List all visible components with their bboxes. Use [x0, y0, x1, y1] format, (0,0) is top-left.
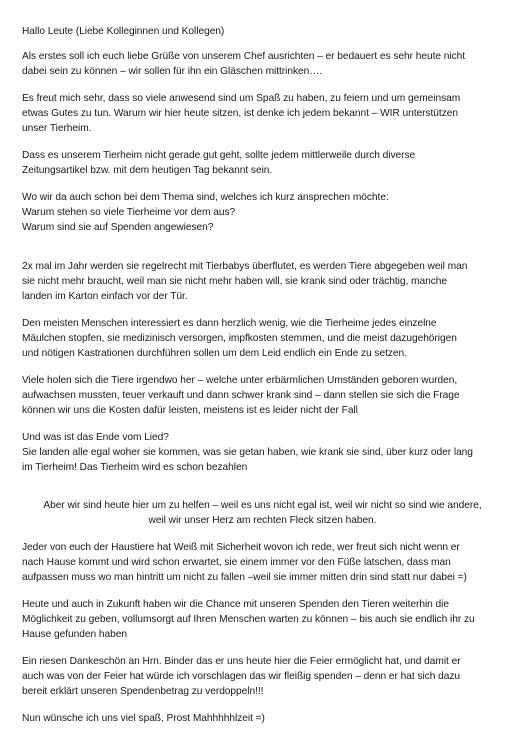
paragraph-care-costs — [22, 316, 503, 361]
paragraph-closing — [22, 711, 503, 726]
text-line: 2x mal im Jahr werden sie regelrecht mit Tierbabys überflutet, es werden Tiere abgegeben weil man — [22, 261, 468, 273]
text-line: Dass es unserem Tierheim nicht gerade gut geht, sollte jedem mittlerweile durch diverse — [22, 150, 416, 162]
text-line: im Tierheim! Das Tierheim wird es schon bezahlen — [22, 462, 248, 474]
text-line: Und was ist das Ende vom Lied? — [22, 432, 169, 444]
text-line: Es freut mich sehr, dass so viele anwesend sind um Spaß zu haben, zu feiern und um gemeinsam — [22, 93, 461, 105]
text-line: Sie landen alle egal woher sie kommen, was sie getan haben, wie krank sie sind, über kurz oder lang — [22, 447, 473, 459]
text-line: Nun wünsche ich uns viel spaß, Prost Mahhhhhlzeit =) — [22, 713, 265, 725]
paragraph-thanks-binder — [22, 654, 503, 699]
paragraph-pet-owners — [22, 540, 503, 585]
text-line: Als erstes soll ich euch liebe Grüße von unserem Chef ausrichten – er bedauert es sehr heute nicht — [22, 51, 466, 63]
text-line: aufwachsen mussten, teuer verkauft und dann schwer krank sind – dann stellen sie sich die Frage — [22, 390, 460, 402]
paragraph-bad-breeding — [22, 373, 503, 418]
text-line: Viele holen sich die Tiere irgendwo her – welche unter erbärmlichen Umständen geboren wurden, — [22, 375, 458, 387]
text-line: Mäulchen stopfen, sie medizinisch versorgen, impfkosten stemmen, und die meist dazugehörigen — [22, 333, 457, 345]
text-line: dabei sein zu können – wir sollen für ihn ein Gläschen mittrinken…. — [22, 66, 323, 78]
text-line: Warum stehen so viele Tierheime vor dem aus? — [22, 207, 236, 219]
text-line: unser Tierheim. — [22, 123, 92, 135]
text-line: landen im Karton einfach vor der Tür. — [22, 291, 188, 303]
text-line: Ein riesen Dankeschön an Hrn. Binder das er uns heute hier die Feier ermöglicht hat, und damit er — [22, 656, 461, 668]
text-line: Warum sind sie auf Spenden angewiesen? — [22, 222, 214, 234]
paragraph-welcome — [22, 91, 503, 136]
greeting: Hallo Leute (Liebe Kolleginnen und Kollegen) — [22, 26, 225, 38]
text-line: Hause gefunden haben — [22, 629, 127, 641]
text-line: Wo wir da auch schon bei dem Thema sind, welches ich kurz ansprechen möchte: — [22, 192, 389, 204]
text-line: aufpassen muss wo man hintritt um nicht zu fallen –weil sie immer mitten drin sind statt nur dabei =) — [22, 572, 467, 584]
paragraph-why-we-help — [22, 498, 503, 528]
text-line: nach Hause kommt und wird schon erwartet, sie einem immer vor den Füße latschen, dass man — [22, 557, 451, 569]
text-line: Heute und auch in Zukunft haben wir die Chance mit unseren Spenden den Tieren weiterhin die — [22, 599, 449, 611]
text-line: Möglichkeit zu geben, vollumsorgt auf Ihren Menschen warten zu können – bis auch sie endlich ihr zu — [22, 614, 475, 626]
text-line: sie nicht mehr braucht, weil man sie nicht mehr haben will, sie krank sind oder trächtig, manche — [22, 276, 447, 288]
paragraph-future-chance — [22, 597, 503, 642]
text-line: bereit erklärt unseren Spendenbetrag zu verdoppeln!!! — [22, 686, 264, 698]
text-line: können wir uns die Kosten dafür leisten, meistens ist es leider nicht der Fall — [22, 405, 358, 417]
paragraph-greetings-from-boss — [22, 49, 503, 79]
paragraph-shelter-situation — [22, 148, 503, 178]
paragraph-questions — [22, 190, 503, 235]
text-line: Jeder von euch der Haustiere hat Weiß mit Sicherheit wovon ich rede, wer freut sich nicht wenn er — [22, 542, 460, 554]
text-line: auch was von der Feier hat würde ich vorschlagen das wir fleißig spenden – denn er hat sich dazu — [22, 671, 461, 683]
paragraph-end-of-story — [22, 430, 503, 475]
text-line: und nötigen Kastrationen durchführen sollen um dem Leid endlich ein Ende zu setzen. — [22, 348, 407, 360]
text-line: Zeitungsartikel bzw. mit dem heutigen Tag bekannt sein. — [22, 165, 273, 177]
text-line: Den meisten Menschen interessiert es dann herzlich wenig, wie die Tierheime jedes einzelne — [22, 318, 437, 330]
text-line: etwas Gutes zu tun. Warum wir hier heute sitzen, ist denke ich jedem bekannt – WIR unterstützen — [22, 108, 458, 120]
text-line: Aber wir sind heute hier um zu helfen – weil es uns nicht egal ist, weil wir nicht so sind wie andere, — [43, 500, 482, 512]
text-line: weil wir unser Herz am rechten Fleck sitzen haben. — [148, 515, 377, 527]
paragraph-animal-babies — [22, 259, 503, 304]
